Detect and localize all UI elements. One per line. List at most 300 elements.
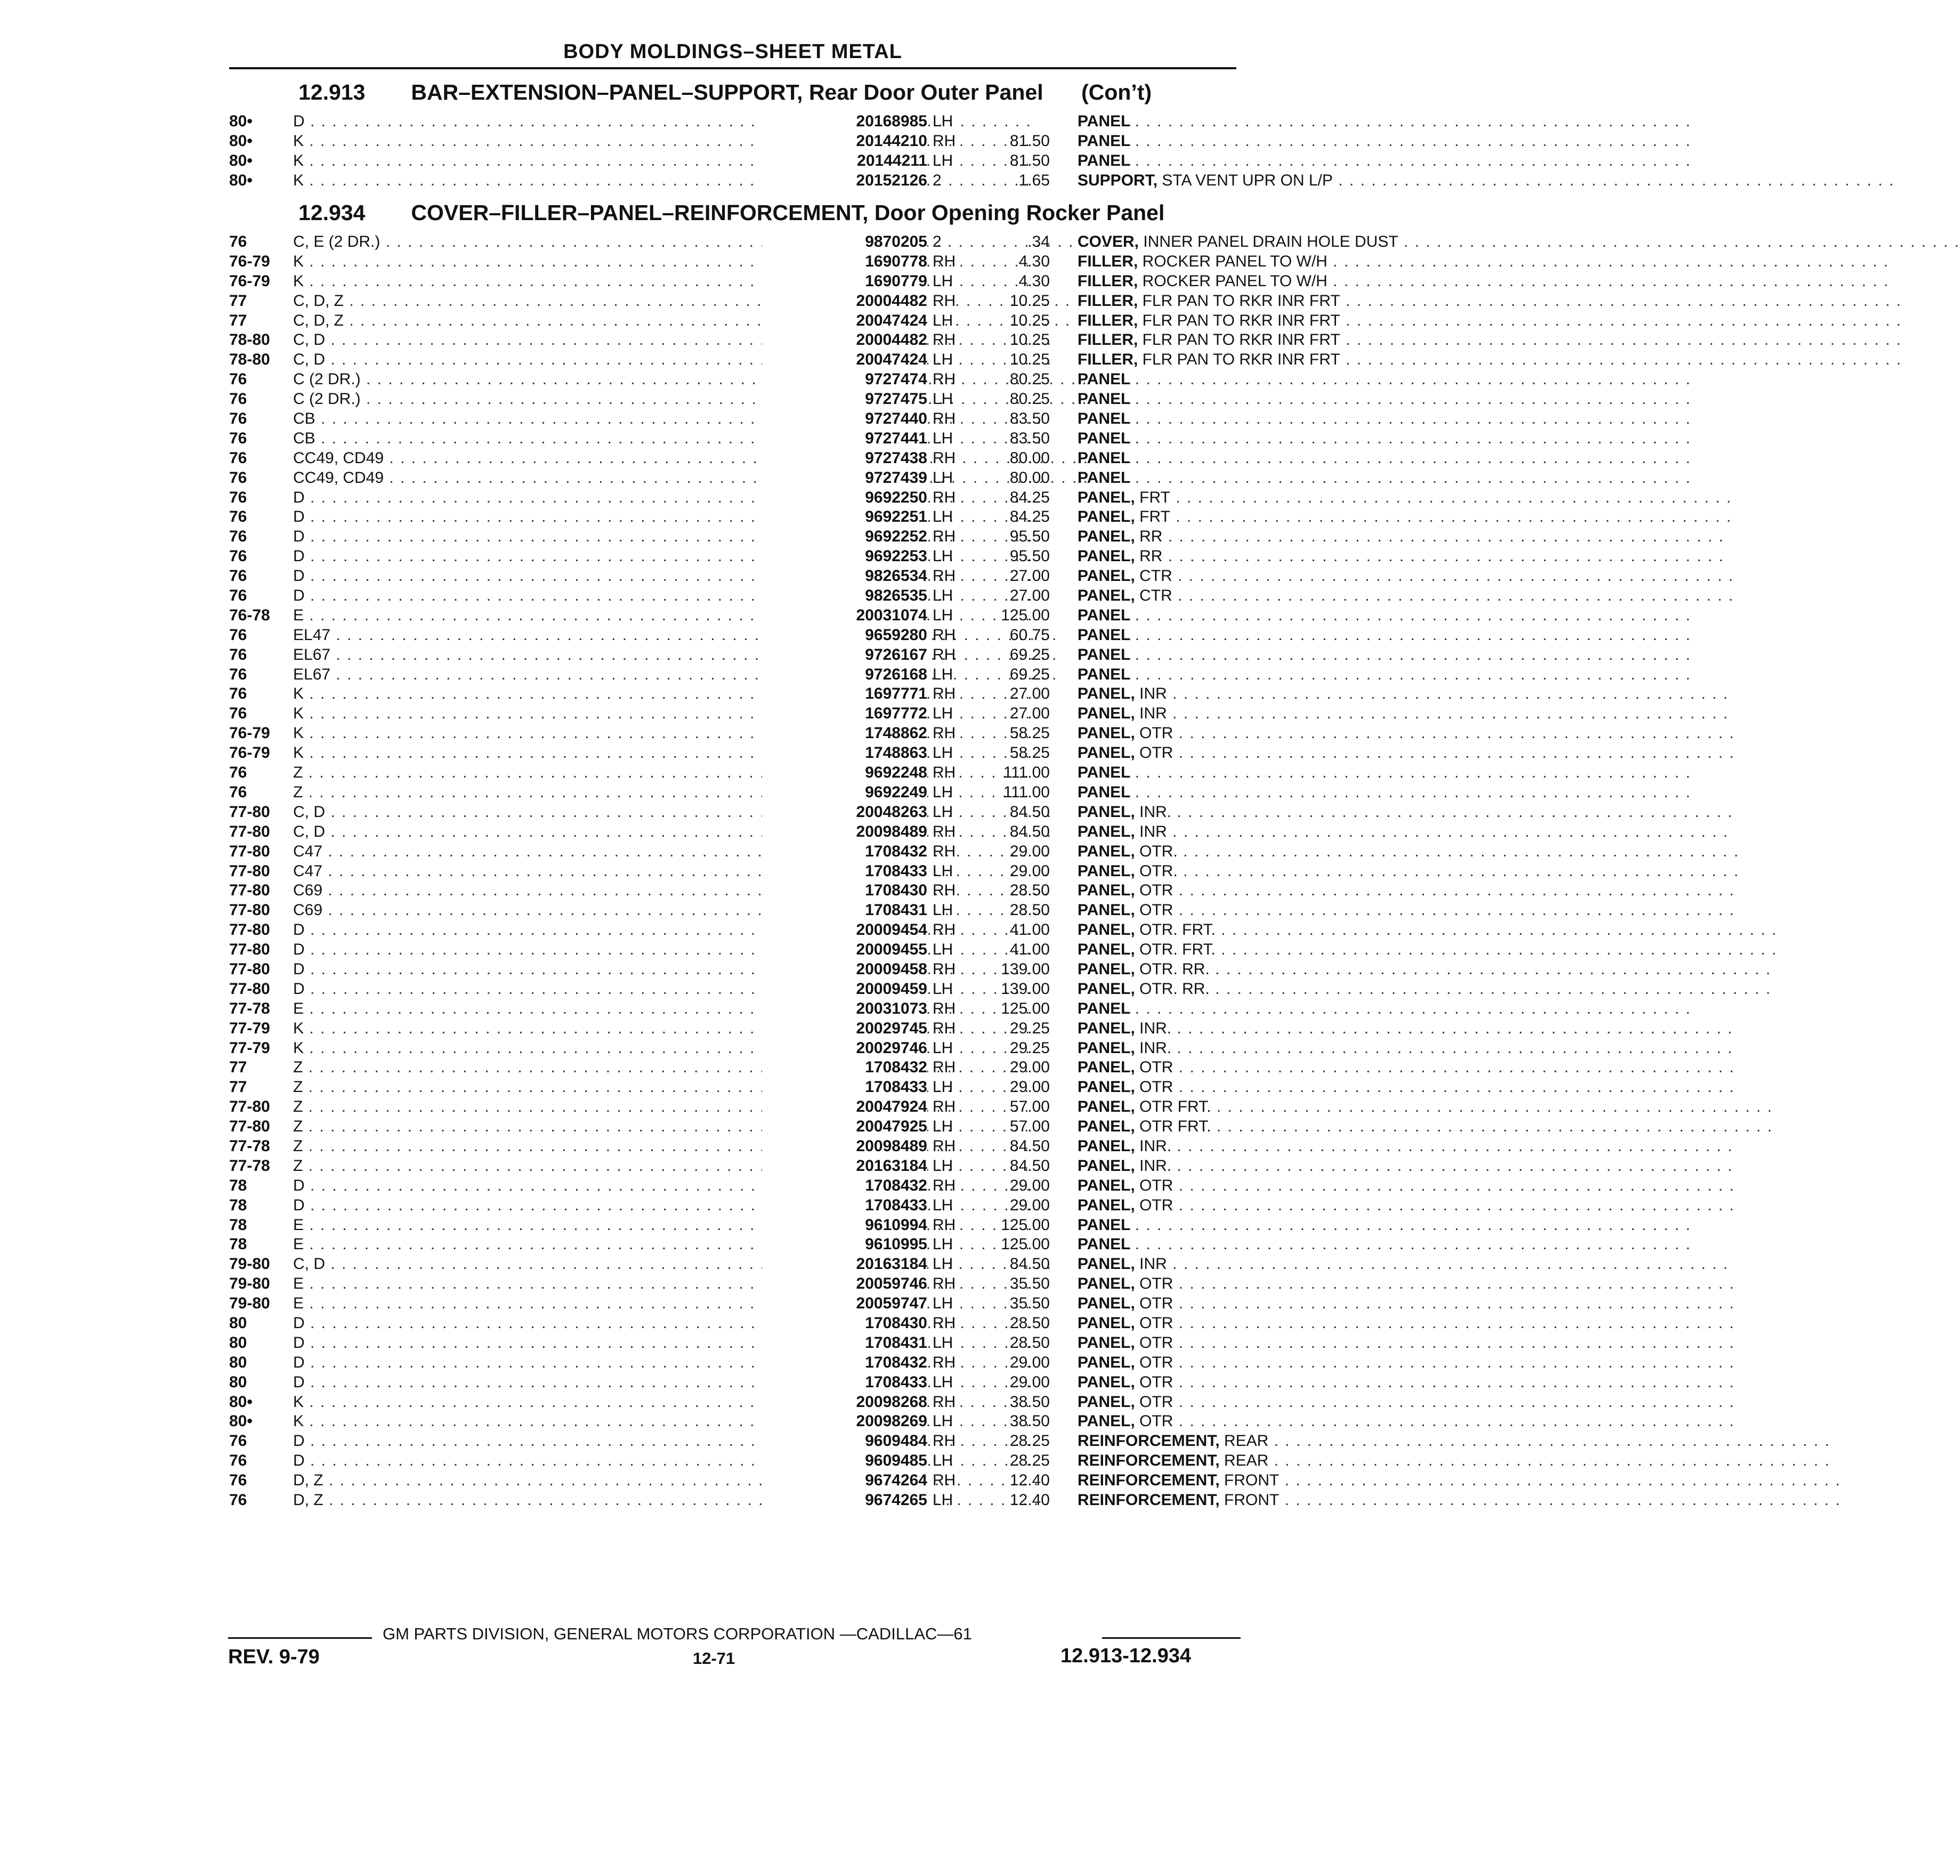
part-number: 1708433: [762, 1196, 927, 1216]
part-name: PANEL,: [1078, 1137, 1135, 1155]
model-year: 77-80: [229, 901, 270, 919]
part-number: 20031073: [762, 999, 927, 1019]
model-code: Z . . .: [293, 1117, 821, 1137]
part-description: [1078, 1314, 1471, 1333]
model-year: 77: [229, 1058, 247, 1077]
table-row: [229, 350, 1340, 370]
model-year: 78-80: [229, 351, 270, 369]
model-code: K . . .: [293, 252, 821, 272]
table-row: [229, 1353, 1242, 1373]
model-code: K . . .: [293, 743, 821, 763]
side-or-qty: LH: [933, 665, 953, 683]
price: 111.00: [1003, 783, 1050, 801]
side-or-qty: RH: [933, 370, 956, 389]
price: 10.25: [1009, 292, 1050, 310]
side-or-qty: RH: [933, 685, 956, 703]
part-description: [1078, 132, 1471, 151]
model-code: D, Z . . .: [293, 1471, 821, 1491]
part-number: 20047424: [762, 311, 927, 331]
model-code: CB . . .: [293, 429, 821, 449]
model-code: K . . .: [293, 1039, 821, 1058]
side-or-qty: LH: [933, 351, 953, 369]
part-name: PANEL,: [1078, 744, 1135, 762]
model-year: 77-80: [229, 862, 270, 880]
side-or-qty: RH: [933, 1137, 956, 1155]
side-or-qty: RH: [933, 842, 956, 860]
model-code: C, E (2 DR.) . . .: [293, 232, 821, 252]
model-year: 78: [229, 1196, 247, 1214]
price: 35.50: [1009, 1275, 1050, 1293]
model-year: 76: [229, 233, 247, 250]
table-row: [229, 1039, 1242, 1058]
side-or-qty: LH: [933, 390, 953, 408]
part-name: PANEL,: [1078, 1039, 1135, 1057]
part-number: 1708432: [762, 1176, 927, 1196]
model-code: D . . .: [293, 1314, 821, 1333]
part-detail: INR: [1139, 685, 1167, 703]
side-or-qty: RH: [933, 724, 956, 742]
model-code: C, D, Z . . .: [293, 311, 821, 331]
part-detail: OTR: [1139, 1058, 1173, 1077]
table-row: [229, 1274, 1242, 1294]
model-code: Z . . .: [293, 783, 821, 803]
part-name: PANEL,: [1078, 1078, 1135, 1096]
table-row: [229, 547, 1242, 567]
model-year: 76: [229, 645, 247, 664]
part-detail: OTR. FRT.: [1139, 941, 1216, 959]
section-number: 12.913: [298, 80, 366, 104]
model-year: 80•: [229, 151, 253, 169]
part-description: [1078, 1471, 1471, 1491]
part-number: 9826534: [762, 567, 927, 586]
part-number: 20168985: [762, 112, 927, 132]
table-row: [229, 1117, 1242, 1137]
part-name: PANEL,: [1078, 1373, 1135, 1391]
part-number: 20009458: [762, 960, 927, 980]
part-description: [1078, 783, 1471, 803]
side-or-qty: RH: [933, 960, 956, 978]
price: 29.00: [1009, 842, 1050, 860]
model-code: D . . .: [293, 1196, 821, 1216]
part-name: PANEL,: [1078, 921, 1135, 939]
model-code: E . . .: [293, 1216, 821, 1235]
price: 29.00: [1009, 1196, 1050, 1214]
price: 41.00: [1009, 921, 1050, 939]
part-name: PANEL: [1078, 606, 1131, 624]
side-or-qty: LH: [933, 547, 953, 565]
model-code: C, D . . .: [293, 822, 821, 842]
part-description: [1078, 881, 1471, 901]
price: 125.00: [1001, 1216, 1050, 1234]
model-year: 77-80: [229, 842, 270, 860]
part-number: 9609484: [762, 1432, 927, 1451]
part-name: FILLER,: [1078, 311, 1138, 329]
part-description: [1078, 232, 1471, 252]
model-year: 76-79: [229, 272, 270, 290]
table-row: [229, 232, 1398, 252]
model-year: 77-80: [229, 882, 270, 900]
part-detail: OTR: [1139, 1373, 1173, 1391]
part-number: 20047424: [762, 350, 927, 370]
side-or-qty: LH: [933, 783, 953, 801]
table-row: [229, 763, 1242, 783]
part-description: [1078, 171, 1471, 191]
price: 29.00: [1009, 1353, 1050, 1371]
price: 84.50: [1009, 1157, 1050, 1175]
part-description: [1078, 606, 1471, 626]
model-year: 80: [229, 1373, 247, 1391]
part-detail: FRT: [1139, 488, 1170, 506]
model-year: 77-79: [229, 1039, 270, 1057]
table-row: [229, 1019, 1242, 1039]
model-year: 76: [229, 705, 247, 723]
part-number: 1708432: [762, 1353, 927, 1373]
model-year: 77-78: [229, 999, 270, 1017]
price: 139.00: [1001, 960, 1050, 978]
part-description: [1078, 940, 1471, 960]
price: 28.50: [1009, 882, 1050, 900]
model-code: D . . .: [293, 1432, 821, 1451]
part-detail: FLR PAN TO RKR INR FRT: [1142, 311, 1340, 329]
side-or-qty: LH: [933, 1452, 953, 1470]
part-description: [1078, 370, 1471, 390]
section-title-12-934: [298, 200, 1236, 225]
model-year: 76: [229, 449, 247, 467]
part-description: [1078, 1058, 1471, 1078]
price: 27.00: [1009, 705, 1050, 723]
part-description: [1078, 724, 1471, 743]
part-name: PANEL,: [1078, 547, 1135, 565]
part-description: [1078, 1019, 1471, 1039]
part-detail: FLR PAN TO RKR INR FRT: [1142, 292, 1340, 310]
model-year: 77-80: [229, 1118, 270, 1136]
part-description: [1078, 960, 1471, 980]
price: 28.50: [1009, 1314, 1050, 1332]
part-name: PANEL,: [1078, 901, 1135, 919]
model-year: 77: [229, 1078, 247, 1096]
model-code: C (2 DR.) . . .: [293, 390, 821, 409]
part-number: 1708432: [762, 842, 927, 862]
part-number: 9727475: [762, 390, 927, 409]
part-detail: FRONT: [1224, 1491, 1279, 1509]
part-name: PANEL: [1078, 665, 1131, 683]
model-year: 76: [229, 528, 247, 546]
price: 80.00: [1009, 468, 1050, 487]
part-name: REINFORCEMENT,: [1078, 1491, 1220, 1509]
model-year: 76-78: [229, 606, 270, 624]
price: 80.00: [1009, 449, 1050, 467]
table-row: [229, 390, 1242, 409]
model-year: 78: [229, 1216, 247, 1234]
part-number: 1697772: [762, 704, 927, 724]
model-code: Z . . .: [293, 1157, 821, 1176]
part-number: 20029746: [762, 1039, 927, 1058]
part-number: 9726168: [762, 665, 927, 685]
model-year: 76: [229, 685, 247, 703]
part-description: [1078, 507, 1471, 527]
part-name: PANEL,: [1078, 980, 1135, 998]
side-or-qty: LH: [933, 744, 953, 762]
part-detail: OTR: [1139, 1295, 1173, 1313]
part-description: [1078, 468, 1471, 488]
part-detail: OTR: [1139, 1078, 1173, 1096]
side-or-qty: RH: [933, 292, 956, 310]
part-number: 20144211: [762, 151, 927, 171]
price: 84.25: [1009, 508, 1050, 526]
table-row: [229, 940, 1242, 960]
table-row: [229, 1314, 1242, 1333]
part-name: PANEL,: [1078, 803, 1135, 821]
part-description: [1078, 311, 1471, 331]
side-or-qty: RH: [933, 921, 956, 939]
price: 84.50: [1009, 822, 1050, 840]
part-number: 9870205: [762, 232, 927, 252]
side-or-qty: LH: [933, 980, 953, 998]
part-description: [1078, 684, 1471, 704]
part-number: 9692248: [762, 763, 927, 783]
model-code: EL67 . . .: [293, 665, 821, 685]
part-number: 20098269: [762, 1412, 927, 1432]
model-code: D . . .: [293, 1176, 821, 1196]
table-row: [229, 881, 1242, 901]
part-detail: CTR: [1139, 587, 1172, 605]
part-name: PANEL: [1078, 370, 1131, 389]
price: 111.00: [1003, 764, 1050, 782]
part-number: 1708432: [762, 1058, 927, 1078]
footer-page-number: 12-71: [693, 1649, 735, 1668]
part-detail: INR.: [1139, 803, 1172, 821]
part-detail: OTR: [1139, 1275, 1173, 1293]
model-code: D, Z . . .: [293, 1491, 821, 1510]
part-name: PANEL: [1078, 468, 1131, 487]
part-number: 1748863: [762, 743, 927, 763]
model-year: 76: [229, 764, 247, 782]
part-number: 1708430: [762, 881, 927, 901]
price: 84.50: [1009, 803, 1050, 821]
model-year: 79-80: [229, 1275, 270, 1293]
model-year: 76: [229, 370, 247, 389]
model-year: 80: [229, 1353, 247, 1371]
part-description: [1078, 252, 1471, 272]
part-detail: ROCKER PANEL TO W/H: [1142, 272, 1327, 290]
price: 83.50: [1009, 429, 1050, 447]
part-number: 20031074: [762, 606, 927, 626]
model-year: 76: [229, 508, 247, 526]
side-or-qty: RH: [933, 252, 956, 270]
side-or-qty: LH: [933, 1255, 953, 1273]
part-name: PANEL,: [1078, 1393, 1135, 1411]
part-number: 20048263: [762, 803, 927, 822]
side-or-qty: RH: [933, 1176, 956, 1194]
side-or-qty: RH: [933, 488, 956, 506]
model-year: 76: [229, 1432, 247, 1450]
part-name: PANEL,: [1078, 1314, 1135, 1332]
part-description: [1078, 1274, 1471, 1294]
table-row: [229, 429, 1242, 449]
price: 29.00: [1009, 1058, 1050, 1077]
price: 38.50: [1009, 1393, 1050, 1411]
part-description: [1078, 1176, 1471, 1196]
part-description: [1078, 292, 1471, 311]
part-detail: REAR: [1224, 1432, 1269, 1450]
price: 28.50: [1009, 901, 1050, 919]
part-number: 9727438: [762, 449, 927, 468]
part-number: 20059747: [762, 1294, 927, 1314]
part-description: [1078, 803, 1471, 822]
table-row: [229, 1412, 1242, 1432]
model-code: D . . .: [293, 488, 821, 508]
part-number: 9692251: [762, 507, 927, 527]
part-name: PANEL: [1078, 999, 1131, 1017]
table-row: [229, 272, 1327, 292]
part-detail: REAR: [1224, 1452, 1269, 1470]
side-or-qty: LH: [933, 901, 953, 919]
price: 38.50: [1009, 1412, 1050, 1430]
side-or-qty: LH: [933, 1157, 953, 1175]
part-description: [1078, 1373, 1471, 1393]
part-detail: OTR: [1139, 1412, 1173, 1430]
part-number: 1697771: [762, 684, 927, 704]
part-detail: FRONT: [1224, 1471, 1279, 1490]
part-description: [1078, 547, 1471, 567]
part-description: [1078, 665, 1471, 685]
part-description: [1078, 626, 1471, 645]
model-code: C, D . . .: [293, 350, 821, 370]
model-code: CB . . .: [293, 409, 821, 429]
side-or-qty: LH: [933, 151, 953, 169]
part-detail: OTR: [1139, 1393, 1173, 1411]
part-name: PANEL: [1078, 783, 1131, 801]
side-or-qty: LH: [933, 112, 953, 130]
model-year: 79-80: [229, 1295, 270, 1313]
part-detail: OTR. RR.: [1139, 960, 1210, 978]
part-number: 20098268: [762, 1393, 927, 1412]
model-year: 76: [229, 1452, 247, 1470]
model-code: K . . .: [293, 151, 821, 171]
part-detail: STA VENT UPR ON L/P: [1162, 171, 1333, 189]
table-row: [229, 783, 1242, 803]
section-heading: COVER–FILLER–PANEL–REINFORCEMENT,: [411, 200, 869, 225]
part-description: [1078, 1078, 1471, 1097]
part-description: [1078, 743, 1471, 763]
price: 29.25: [1009, 1039, 1050, 1057]
model-year: 77-80: [229, 803, 270, 821]
part-name: PANEL,: [1078, 1333, 1135, 1352]
part-name: PANEL,: [1078, 882, 1135, 900]
model-year: 77-80: [229, 960, 270, 978]
model-code: E . . .: [293, 1235, 821, 1255]
table-row: [229, 292, 1340, 311]
model-year: 77: [229, 292, 247, 310]
price: 57.00: [1009, 1098, 1050, 1116]
table-row: [229, 1216, 1242, 1235]
section-title-12-913: [298, 80, 1236, 105]
model-year: 78-80: [229, 331, 270, 349]
side-or-qty: LH: [933, 1491, 953, 1509]
table-row: [229, 449, 1242, 468]
part-description: [1078, 1432, 1471, 1451]
side-or-qty: RH: [933, 132, 956, 150]
table-row: [229, 704, 1242, 724]
part-description: [1078, 980, 1471, 999]
model-code: E . . .: [293, 1294, 821, 1314]
price: 28.25: [1009, 1452, 1050, 1470]
model-code: D . . .: [293, 507, 821, 527]
part-detail: OTR FRT.: [1139, 1118, 1211, 1136]
part-detail: OTR: [1139, 1333, 1173, 1352]
price: 125.00: [1001, 1235, 1050, 1254]
price: 12.40: [1009, 1471, 1050, 1490]
price: 27.00: [1009, 685, 1050, 703]
model-year: 77: [229, 311, 247, 329]
part-name: PANEL,: [1078, 705, 1135, 723]
table-row: [229, 1176, 1242, 1196]
part-description: [1078, 901, 1471, 920]
model-year: 77-80: [229, 941, 270, 959]
part-description: [1078, 330, 1471, 350]
part-name: PANEL,: [1078, 842, 1135, 860]
model-code: CC49, CD49 . . .: [293, 449, 821, 468]
table-row: [229, 567, 1242, 586]
price: 58.25: [1009, 744, 1050, 762]
part-description: [1078, 1451, 1471, 1471]
part-detail: OTR: [1139, 901, 1173, 919]
part-description: [1078, 1393, 1471, 1412]
part-name: PANEL,: [1078, 1255, 1135, 1273]
side-or-qty: RH: [933, 449, 956, 467]
part-number: 20004482: [762, 330, 927, 350]
part-description: [1078, 1333, 1471, 1353]
side-or-qty: RH: [933, 1393, 956, 1411]
model-year: 77-79: [229, 1019, 270, 1037]
part-detail: RR: [1139, 528, 1163, 546]
part-number: 1708433: [762, 1373, 927, 1393]
section-table-12-934: [229, 232, 1398, 1510]
model-code: D . . .: [293, 586, 821, 606]
part-description: [1078, 1196, 1471, 1216]
table-row: [229, 311, 1340, 331]
model-year: 80: [229, 1314, 247, 1332]
part-name: PANEL,: [1078, 724, 1135, 742]
price: 81.50: [1009, 132, 1050, 150]
table-row: [229, 1333, 1242, 1353]
price: 12.40: [1009, 1491, 1050, 1509]
part-description: [1078, 350, 1471, 370]
part-name: PANEL,: [1078, 1412, 1135, 1430]
side-or-qty: RH: [933, 410, 956, 428]
part-description: [1078, 390, 1471, 409]
side-or-qty: LH: [933, 1412, 953, 1430]
side-or-qty: RH: [933, 999, 956, 1017]
table-row: [229, 665, 1242, 685]
side-or-qty: LH: [933, 587, 953, 605]
model-year: 76: [229, 1471, 247, 1490]
side-or-qty: RH: [933, 331, 956, 349]
table-row: [229, 171, 1333, 191]
table-row: [229, 606, 1242, 626]
model-code: D . . .: [293, 960, 821, 980]
table-row: [229, 1235, 1242, 1255]
model-code: K . . .: [293, 171, 821, 191]
price: 29.00: [1009, 1078, 1050, 1096]
part-number: 9726167: [762, 645, 927, 665]
price: 28.50: [1009, 1333, 1050, 1352]
part-name: PANEL,: [1078, 685, 1135, 703]
part-name: PANEL,: [1078, 1275, 1135, 1293]
price: 80.25: [1009, 370, 1050, 389]
part-detail: ROCKER PANEL TO W/H: [1142, 252, 1327, 270]
model-year: 76: [229, 567, 247, 585]
